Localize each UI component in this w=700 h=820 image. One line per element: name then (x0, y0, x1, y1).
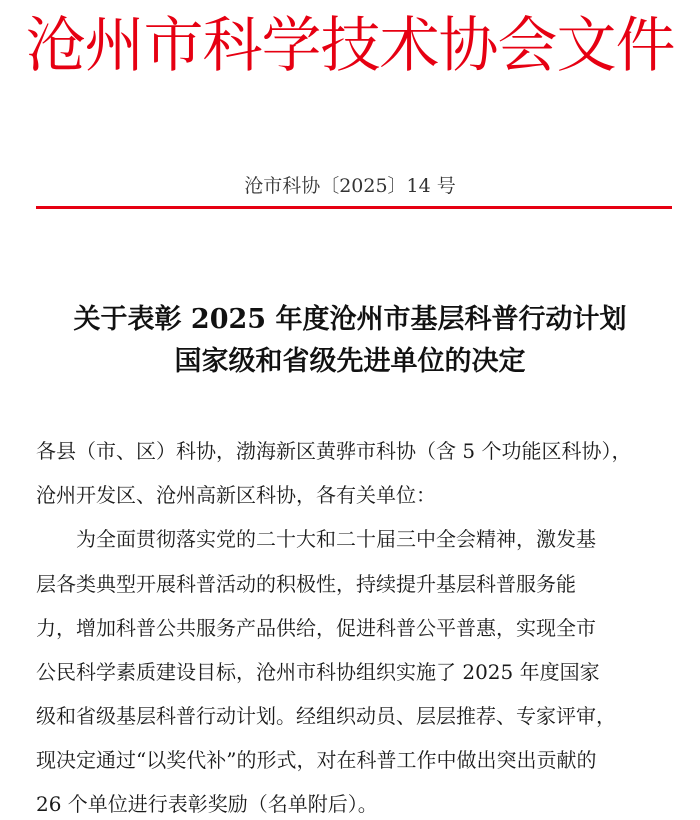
recipients-line-2: 沧州开发区、沧州高新区科协，各有关单位： (36, 483, 436, 507)
org-red-header: 沧州市科学技术协会文件 (25, 11, 675, 81)
body-paragraph-line: 级和省级基层科普行动计划。经组织动员、层层推荐、专家评审， (36, 704, 616, 728)
body-paragraph-line: 26 个单位进行表彰奖励（名单附后）。 (36, 792, 378, 816)
body-paragraph-line: 现决定通过“以奖代补”的形式，对在科普工作中做出突出贡献的 (36, 748, 597, 772)
red-separator-line (36, 206, 672, 209)
document-title-line-2: 国家级和省级先进单位的决定 (174, 346, 526, 377)
recipients-line-1: 各县（市、区）科协，渤海新区黄骅市科协（含 5 个功能区科协）， (36, 439, 632, 463)
document-title-line-1: 关于表彰 2025 年度沧州市基层科普行动计划 (73, 304, 627, 335)
body-paragraph-line: 力，增加科普公共服务产品供给，促进科普公平普惠，实现全市 (36, 616, 596, 640)
body-paragraph-line: 为全面贯彻落实党的二十大和二十届三中全会精神，激发基 (36, 527, 596, 551)
document-number: 沧市科协〔2025〕14 号 (244, 175, 456, 197)
body-paragraph-line: 公民科学素质建设目标，沧州市科协组织实施了 2025 年度国家 (36, 660, 600, 684)
body-paragraph-line: 层各类典型开展科普活动的积极性，持续提升基层科普服务能 (36, 572, 576, 596)
